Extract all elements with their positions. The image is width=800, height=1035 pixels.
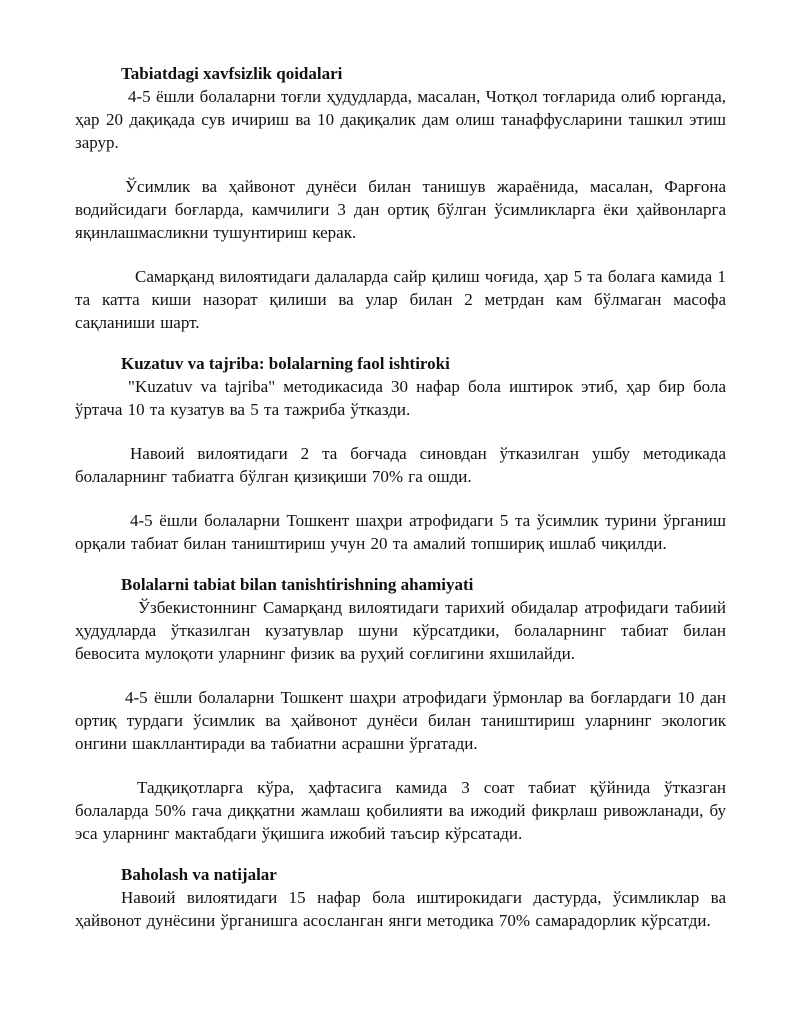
section-heading: Bolalarni tabiat bilan tanishtirishning ahamiyati: [121, 575, 474, 594]
document-page: [75, 62, 726, 953]
paragraph: 4-5 ёшли болаларни Тошкент шаҳри атрофидаги 5 та ўсимлик турини ўрганиш орқали табиат билан таништириш учун 20 та амалий топшириқ ишлаб чиқилди.: [75, 511, 726, 553]
paragraph: Навоий вилоятидаги 15 нафар бола иштирокидаги дастурда, ўсимликлар ва ҳайвонот дунёсини ўрганишга асосланган янги методика 70% самарадорлик кўрсатди.: [75, 888, 726, 930]
section-heading: Kuzatuv va tajriba: bolalarning faol ishtiroki: [121, 354, 450, 373]
section-safety-rules: [75, 62, 726, 334]
paragraph: Тадқиқотларга кўра, ҳафтасига камида 3 соат табиат қўйнида ўтказган болаларда 50% гача диққатни жамлаш қобилияти ва ижодий фикрлаш ривожланади, бу эса уларнинг мактабдаги ўқишига ижобий таъсир кўрсатади.: [75, 778, 726, 843]
section-heading: Baholash va natijalar: [121, 865, 277, 884]
paragraph: Ўсимлик ва ҳайвонот дунёси билан танишув жараёнида, масалан, Фарғона водийсидаги боғларда, камчилиги 3 дан ортиқ бўлган ўсимликларга ёки ҳайвонларга яқинлашмасликни тушунтириш керак.: [75, 177, 726, 242]
paragraph: Навоий вилоятидаги 2 та боғчада синовдан ўтказилган ушбу методикада болаларнинг табиатга бўлган қизиқиши 70% га ошди.: [75, 444, 726, 486]
section-observation-experiment: [75, 352, 726, 555]
section-importance: [75, 573, 726, 845]
paragraph: "Kuzatuv va tajriba" методикасида 30 нафар бола иштирок этиб, ҳар бир бола ўртача 10 та кузатув ва 5 та тажриба ўтказди.: [75, 377, 726, 419]
paragraph: 4-5 ёшли болаларни Тошкент шаҳри атрофидаги ўрмонлар ва боғлардаги 10 дан ортиқ турдаги ўсимлик ва ҳайвонот дунёси билан таништириш уларнинг экологик онгини шакллантиради ва табиатни асрашни ўргатади.: [75, 688, 726, 753]
section-evaluation-results: [75, 863, 726, 932]
paragraph: 4-5 ёшли болаларни тоғли ҳудудларда, масалан, Чотқол тоғларида олиб юрганда, ҳар 20 дақиқада сув ичириш ва 10 дақиқалик дам олиш танаффусларини ташкил этиш зарур.: [75, 87, 726, 152]
paragraph: Ўзбекистоннинг Самарқанд вилоятидаги тарихий обидалар атрофидаги табиий ҳудудларда ўтказилган кузатувлар шуни кўрсатдики, болаларнинг табиат билан бевосита мулоқоти уларнинг физик ва руҳий соғлигини яхшилайди.: [75, 598, 726, 663]
paragraph: Самарқанд вилоятидаги далаларда сайр қилиш чоғида, ҳар 5 та болага камида 1 та катта киши назорат қилиши ва улар билан 2 метрдан кам бўлмаган масофа сақланиши шарт.: [75, 267, 726, 332]
section-heading: Tabiatdagi xavfsizlik qoidalari: [121, 64, 343, 83]
